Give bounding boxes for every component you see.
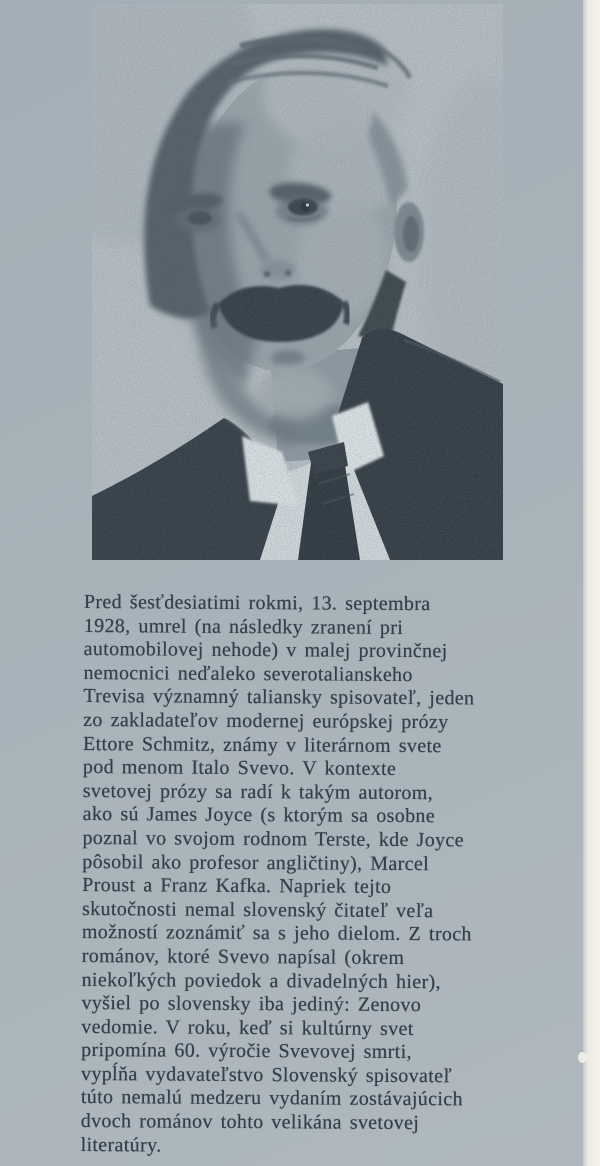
text-line: ako sú James Joyce (s ktorým sa osobne — [82, 803, 436, 828]
text-line: túto nemalú medzeru vydaním zostávajúcich — [80, 1086, 463, 1111]
text-line: vypĺňa vydavateľstvo Slovenský spisovateľ — [80, 1062, 452, 1088]
text-line: pôsobil ako profesor angličtiny), Marcel — [82, 850, 430, 875]
text-line: Trevisa významný taliansky spisovateľ, jeden — [83, 685, 475, 710]
text-line: vyšiel po slovensky iba jediný: Zenovo — [81, 992, 422, 1017]
text-line: Proust a Franz Kafka. Napriek tejto — [82, 874, 392, 899]
text-line: Ettore Schmitz, známy v literárnom svete — [83, 732, 442, 757]
text-line: Pred šesťdesiatimi rokmi, 13. septembra — [83, 591, 431, 616]
page-edge-notch — [578, 1052, 587, 1063]
text-line: poznal vo svojom rodnom Terste, kde Joyce — [82, 826, 464, 852]
portrait-illustration — [92, 4, 503, 560]
text-line: vedomie. V roku, keď si kultúrny svet — [81, 1015, 414, 1040]
text-line: pod menom Italo Svevo. V kontexte — [82, 756, 397, 781]
text-line: románov, ktoré Svevo napísal (okrem — [81, 944, 405, 969]
text-line: automobilovej nehode) v malej provinčnej — [83, 638, 448, 663]
portrait-photo — [92, 4, 503, 560]
text-line: literatúry. — [80, 1133, 162, 1157]
page-edge-strip — [583, 0, 600, 1166]
text-line: 1928, umrel (na následky zranení pri — [83, 614, 404, 639]
text-line: svetovej prózy sa radí k takým autorom, — [82, 779, 434, 804]
text-line: pripomína 60. výročie Svevovej smrti, — [81, 1039, 412, 1064]
text-line: dvoch románov tohto velikána svetovej — [80, 1110, 420, 1135]
body-text — [81, 591, 562, 1160]
text-line: možností zoznámiť sa s jeho dielom. Z troch — [81, 921, 472, 946]
text-line: zo zakladateľov modernej európskej prózy — [83, 708, 449, 734]
text-line: nemocnici neďaleko severotalianskeho — [83, 661, 413, 686]
text-line: niekoľkých poviedok a divadelných hier), — [81, 968, 441, 993]
text-line: skutočnosti nemal slovenský čitateľ veľa — [81, 897, 434, 922]
